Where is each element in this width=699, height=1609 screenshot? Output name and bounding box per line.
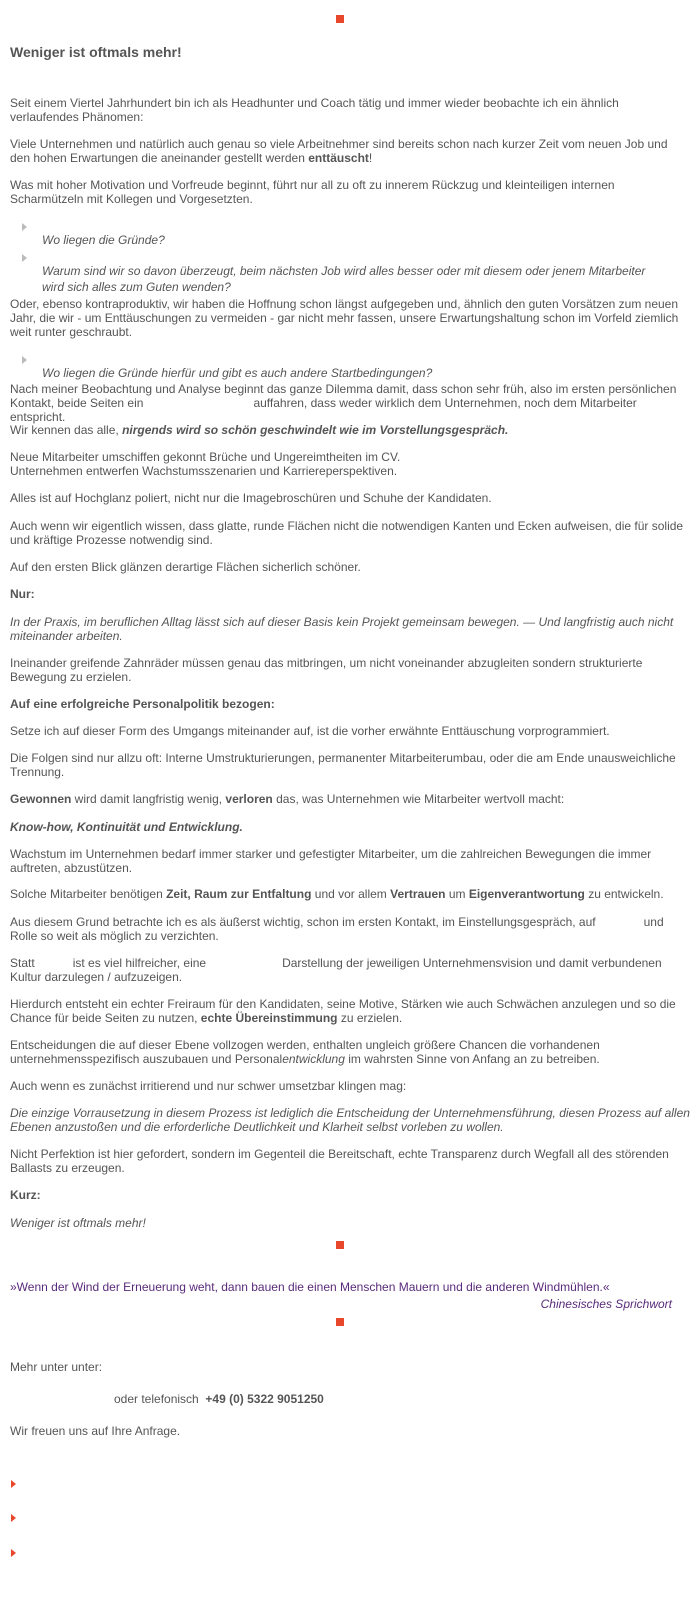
phone-number[interactable]: +49 (0) 5322 9051250	[205, 1392, 324, 1406]
paragraph: Setze ich auf dieser Form des Umgangs miteinander auf, ist die vorher erwähnte Enttäuschung vorprogrammiert.	[10, 724, 610, 738]
paragraph: Ineinander greifende Zahnräder müssen genau das mitbringen, um nicht voneinander abzugleiten sondern strukturierte Bewegung zu erzielen.	[10, 656, 643, 684]
nav-bullet-icon[interactable]	[11, 1549, 16, 1557]
paragraph: Die Folgen sind nur allzu oft: Interne Umstrukturierungen, permanenter Mitarbeiterumbau, oder die am Ende unausweichliche Trennung.	[10, 751, 676, 779]
divider-square	[336, 1241, 344, 1249]
paragraph: Seit einem Viertel Jahrhundert bin ich als Headhunter und Coach tätig und immer wieder beobachte ich ein ähnlich verlaufendes Phänomen:	[10, 96, 619, 124]
paragraph: Weniger ist oftmals mehr!	[10, 1216, 146, 1230]
paragraph: Auf den ersten Blick glänzen derartige Flächen sicherlich schöner.	[10, 560, 361, 574]
paragraph: Viele Unternehmen und natürlich auch genau so viele Arbeitnehmer sind bereits schon nach kurzer Zeit vom neuen Job und den hohen Erwartungen die aneinander gestellt werden enttäuscht!	[10, 137, 668, 165]
paragraph: Gewonnen wird damit langfristig wenig, verloren das, was Unternehmen wie Mitarbeiter wertvoll macht:	[10, 792, 565, 806]
paragraph: Auch wenn wir eigentlich wissen, dass glatte, runde Flächen nicht die notwendigen Kanten und Ecken aufweisen, die für solide und kräftige Prozesse notwendig sind.	[10, 519, 684, 547]
paragraph: Entscheidungen die auf dieser Ebene vollzogen werden, enthalten ungleich größere Chancen die vorhandenen unternehmensspezifisch auszubauen und Personalentwicklung im wahrsten Sinne von Anfang an zu betreiben.	[10, 1038, 600, 1066]
paragraph: Hierdurch entsteht ein echter Freiraum für den Kandidaten, seine Motive, Stärken wie auch Schwächen anzulegen und so die Chance für beide Seiten zu nutzen, echte Übereinstimmung zu erzielen.	[10, 997, 676, 1025]
paragraph: Kurz:	[10, 1188, 41, 1202]
more-label: Mehr unter unter:	[10, 1360, 103, 1374]
paragraph: Nach meiner Beobachtung und Analyse beginnt das ganze Dilemma damit, dass schon sehr früh, also im ersten persönlichen Kontakt, beide Seiten ein auffahren, dass weder wirklich dem Unternehmen, noch dem Mitarbeiter entspricht.	[10, 382, 677, 424]
paragraph: Statt ist es viel hilfreicher, eine Darstellung der jeweiligen Unternehmensvision und damit verbundenen Kultur darzulegen / aufzuzeigen.	[10, 956, 662, 984]
divider-square	[336, 1318, 344, 1326]
paragraph: Know-how, Kontinuität und Entwicklung.	[10, 820, 243, 834]
paragraph: Wir kennen das alle, nirgends wird so schön geschwindelt wie im Vorstellungsgespräch.	[10, 423, 509, 437]
paragraph: Neue Mitarbeiter umschiffen gekonnt Brüche und Ungereimtheiten im CV. Unternehmen entwerfen Wachstumsszenarien und Karriereperspektiven.	[10, 450, 401, 478]
closing-text: Wir freuen uns auf Ihre Anfrage.	[10, 1424, 181, 1438]
paragraph: Oder, ebenso kontraproduktiv, wir haben die Hoffnung schon längst aufgegeben und, ähnlich den guten Vorsätzen zum neuen Jahr, die wir - um Enttäuschungen zu vermeiden - gar nicht mehr fassen, unsere Erwartungshaltung schon im Vorfeld ziemlich weit runter geschraubt.	[10, 297, 679, 339]
nav-bullet-icon[interactable]	[11, 1480, 16, 1488]
paragraph: Alles ist auf Hochglanz poliert, nicht nur die Imagebroschüren und Schuhe der Kandidaten.	[10, 491, 492, 505]
page-title: Weniger ist oftmals mehr!	[10, 44, 182, 60]
paragraph: Nur:	[10, 587, 35, 601]
paragraph: Was mit hoher Motivation und Vorfreude beginnt, führt nur all zu oft zu innerem Rückzug und kleinteiligen internen Scharmützeln mit Kollegen und Vorgesetzten.	[10, 178, 615, 206]
paragraph: In der Praxis, im beruflichen Alltag lässt sich auf dieser Basis kein Projekt gemeinsam bewegen. — Und langfristig auch nicht miteinander arbeiten.	[10, 615, 674, 643]
question-item: Wo liegen die Gründe hierfür und gibt es auch andere Startbedingungen?	[42, 366, 433, 380]
bullet-triangle-icon	[22, 223, 27, 231]
phone-label: oder telefonisch	[114, 1392, 199, 1406]
quote-source: Chinesisches Sprichwort	[540, 1297, 672, 1311]
bullet-triangle-icon	[22, 254, 27, 262]
bullet-triangle-icon	[22, 356, 27, 364]
paragraph: Aus diesem Grund betrachte ich es als äußerst wichtig, schon im ersten Kontakt, im Einstellungsgespräch, auf und Rolle so weit als möglich zu verzichten.	[10, 915, 664, 943]
divider-square	[336, 15, 344, 23]
paragraph: Die einzige Vorrausetzung in diesem Prozess ist lediglich die Entscheidung der Unternehmensführung, diesen Prozess auf allen Ebenen anzustoßen und die erforderliche Deutlichkeit und Klarheit selbst vorleben zu wollen.	[10, 1106, 690, 1134]
phone-line	[114, 1392, 699, 1406]
question-item: Warum sind wir so davon überzeugt, beim nächsten Job wird alles besser oder mit diesem oder jenem Mitarbeiter wird sich alles zum Guten wenden?	[42, 264, 646, 294]
quote-text: »Wenn der Wind der Erneuerung weht, dann bauen die einen Menschen Mauern und die anderen Windmühlen.«	[10, 1280, 610, 1294]
question-item: Wo liegen die Gründe?	[42, 233, 165, 247]
paragraph: Auf eine erfolgreiche Personalpolitik bezogen:	[10, 697, 275, 711]
paragraph: Wachstum im Unternehmen bedarf immer starker und gefestigter Mitarbeiter, um die zahlreichen Bewegungen die immer auftreten, abzustützen.	[10, 847, 652, 875]
paragraph: Nicht Perfektion ist hier gefordert, sondern im Gegenteil die Bereitschaft, echte Transparenz durch Wegfall all des störenden Ballasts zu erzeugen.	[10, 1147, 669, 1175]
paragraph: Solche Mitarbeiter benötigen Zeit, Raum zur Entfaltung und vor allem Vertrauen um Eigenverantwortung zu entwickeln.	[10, 887, 664, 901]
nav-bullet-icon[interactable]	[11, 1514, 16, 1522]
paragraph: Auch wenn es zunächst irritierend und nur schwer umsetzbar klingen mag:	[10, 1079, 407, 1093]
